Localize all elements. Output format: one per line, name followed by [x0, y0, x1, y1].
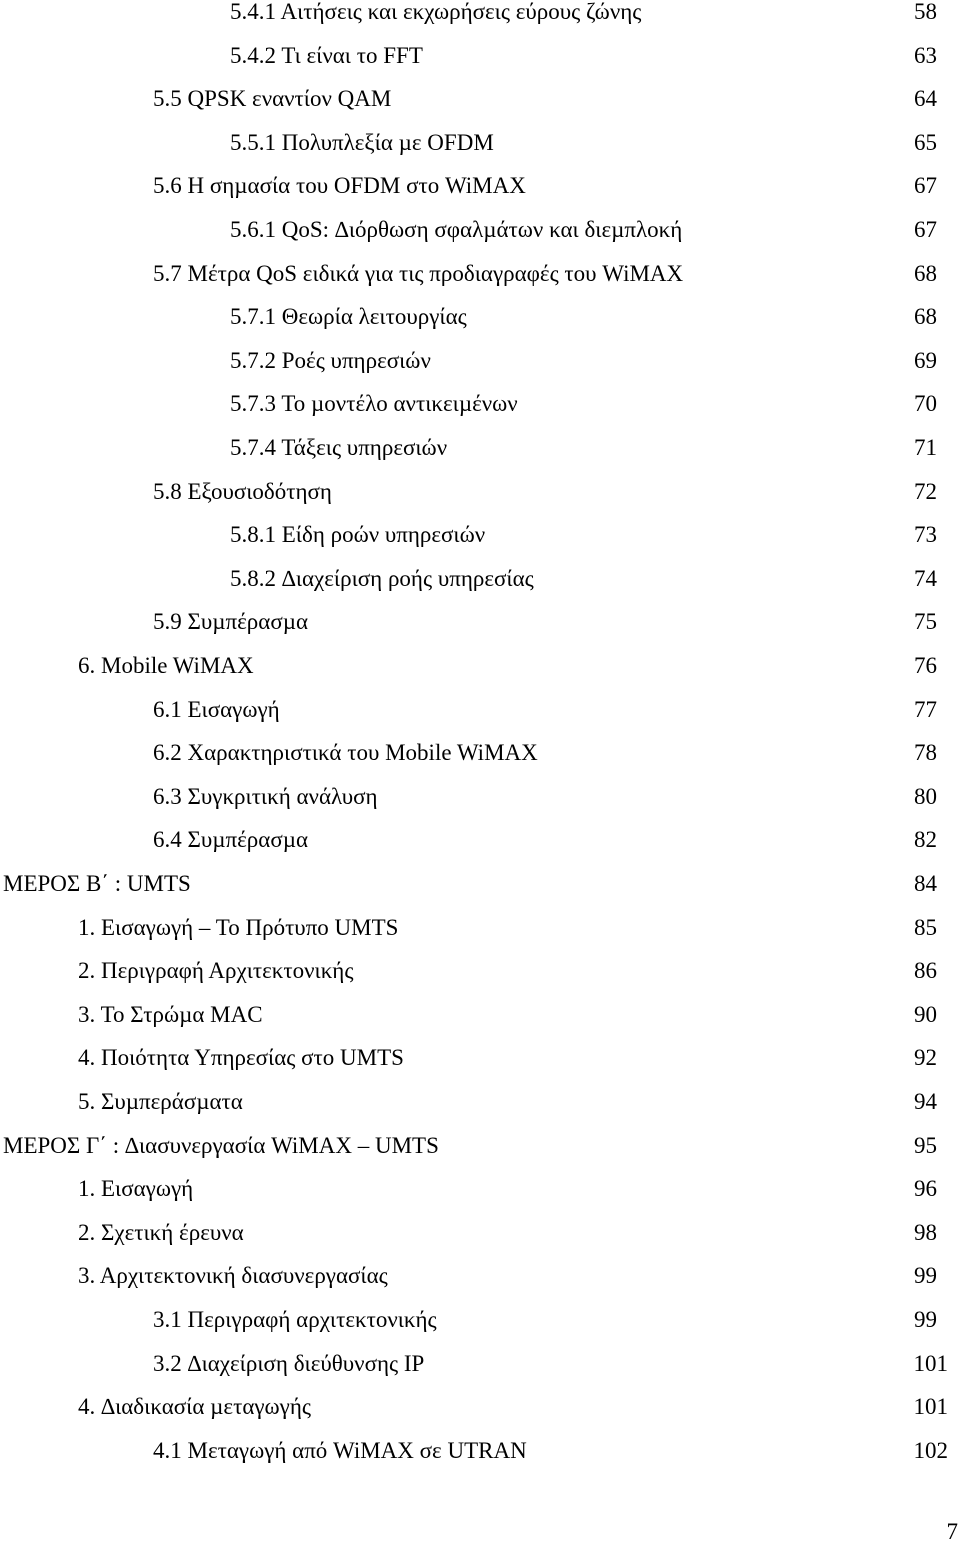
toc-entry	[0, 215, 960, 245]
toc-entry	[0, 1043, 960, 1073]
toc-entry-title: 5.5.1 Πολυπλεξία µε OFDM	[230, 129, 494, 155]
toc-entry-title: 5.8.2 ∆ιαχείριση ροής υπηρεσίας	[230, 565, 534, 591]
toc-entry	[0, 433, 960, 463]
toc-entry	[0, 1087, 960, 1117]
toc-entry	[0, 0, 960, 27]
toc-entry	[0, 1436, 960, 1466]
toc-entry-title: ΜΕΡΟΣ Γ΄ : ∆ιασυνεργασία WiMAX – UMTS	[3, 1132, 439, 1158]
toc-entry	[0, 1131, 960, 1161]
toc-entry	[0, 1305, 960, 1335]
toc-entry-page: 75	[914, 609, 937, 635]
toc-entry-title: 6.1 Εισαγωγή	[153, 696, 280, 722]
toc-entry-title: 5. Συµπεράσµατα	[78, 1089, 243, 1114]
toc-entry-page: 96	[914, 1176, 937, 1202]
toc-entry-page: 95	[914, 1132, 937, 1158]
toc-entry	[0, 302, 960, 332]
toc-entry-title: 6. Mobile WiMAX	[78, 653, 254, 678]
toc-entry-page: 101	[913, 1350, 948, 1376]
toc-entry	[0, 1174, 960, 1204]
toc-entry-page: 78	[914, 740, 937, 766]
toc-entry-page: 73	[914, 522, 937, 548]
toc-entry-title: 3.1 Περιγραφή αρχιτεκτονικής	[153, 1307, 437, 1332]
toc-entry	[0, 651, 960, 681]
toc-entry-page: 72	[914, 478, 937, 504]
toc-entry	[0, 1261, 960, 1291]
toc-entry	[0, 564, 960, 594]
toc-entry-title: 2. Σχετική έρευνα	[78, 1219, 244, 1245]
toc-entry-title: ΜΕΡΟΣ Β΄ : UMTS	[3, 871, 191, 896]
toc-entry-page: 80	[914, 783, 937, 809]
toc-entry-page: 84	[914, 871, 937, 896]
toc-entry-page: 82	[914, 827, 937, 853]
toc-entry-title: 3.2 ∆ιαχείριση διεύθυνσης IP	[153, 1350, 425, 1376]
toc-entry-title: 5.8 Εξουσιοδότηση	[153, 478, 332, 504]
toc-entry	[0, 738, 960, 768]
toc-entry	[0, 1392, 960, 1422]
toc-entry-title: 5.7.1 Θεωρία λειτουργίας	[230, 304, 467, 330]
toc-entry-page: 58	[914, 0, 937, 24]
toc-entry-title: 5.7 Μέτρα QoS ειδικά για τις προδιαγραφές του WiMAX	[153, 260, 684, 286]
toc-entry-page: 101	[913, 1394, 948, 1420]
toc-entry-title: 5.7.3 Το µοντέλο αντικειµένων	[230, 391, 518, 417]
toc-entry-title: 4. ∆ιαδικασία µεταγωγής	[78, 1394, 311, 1420]
toc-entry-title: 2. Περιγραφή Αρχιτεκτονικής	[78, 958, 354, 984]
toc-entry-title: 5.6.1 QoS: ∆ιόρθωση σφαλµάτων και διεµπλοκή	[230, 217, 683, 242]
toc-entry-title: 5.6 Η σηµασία του OFDM στο WiMAX	[153, 173, 526, 199]
toc-entry-page: 67	[914, 173, 937, 199]
toc-entry-page: 64	[914, 86, 937, 112]
toc-entry-title: 4.1 Μεταγωγή από WiMAX σε UTRAN	[153, 1437, 527, 1463]
toc-entry-page: 92	[914, 1045, 937, 1071]
toc-entry-page: 63	[914, 42, 937, 68]
toc-entry	[0, 1000, 960, 1030]
toc-entry-title: 3. Αρχιτεκτονική διασυνεργασίας	[78, 1263, 388, 1289]
toc-entry-page: 90	[914, 1001, 937, 1027]
toc-entry	[0, 1349, 960, 1379]
toc-entry	[0, 477, 960, 507]
toc-entry	[0, 128, 960, 158]
toc-entry	[0, 782, 960, 812]
toc-entry-title: 5.9 Συµπέρασµα	[153, 609, 309, 635]
toc-entry-title: 4. Ποιότητα Υπηρεσίας στο UMTS	[78, 1045, 404, 1071]
toc-entry-title: 5.4.2 Τι είναι το FFT	[230, 42, 423, 68]
toc-entry-title: 1. Εισαγωγή	[78, 1176, 194, 1202]
toc-entry-page: 74	[914, 565, 937, 591]
toc-entry-title: 5.7.4 Τάξεις υπηρεσιών	[230, 435, 448, 460]
toc-entry	[0, 913, 960, 943]
toc-entry-title: 6.4 Συµπέρασµα	[153, 827, 309, 853]
toc-entry-title: 6.2 Χαρακτηριστικά του Mobile WiMAX	[153, 740, 538, 766]
page-number: 7	[946, 1519, 958, 1544]
toc-entry-title: 6.3 Συγκριτική ανάλυση	[153, 783, 378, 809]
toc-entry	[0, 869, 960, 899]
toc-entry-page: 99	[914, 1307, 937, 1332]
toc-entry-page: 77	[914, 696, 937, 722]
toc-entry-page: 102	[913, 1437, 948, 1463]
toc-entry	[0, 171, 960, 201]
toc-entry-page: 76	[914, 653, 937, 678]
toc-entry-title: 5.5 QPSK εναντίον QAM	[153, 86, 392, 112]
toc-entry	[0, 520, 960, 550]
toc-entry	[0, 695, 960, 725]
toc-entry	[0, 607, 960, 637]
toc-entry	[0, 259, 960, 289]
toc-entry-page: 94	[914, 1089, 937, 1114]
toc-entry	[0, 41, 960, 71]
toc-entry-title: 3. Το Στρώµα MAC	[78, 1001, 263, 1027]
toc-entry-page: 98	[914, 1219, 937, 1245]
toc-entry-page: 67	[914, 217, 937, 242]
toc-entry-page: 68	[914, 260, 937, 286]
toc-entry-page: 85	[914, 914, 937, 940]
toc-entry	[0, 84, 960, 114]
toc-entry-title: 5.8.1 Είδη ροών υπηρεσιών	[230, 522, 486, 548]
toc-entry-page: 69	[914, 347, 937, 373]
toc-entry	[0, 1218, 960, 1248]
toc-entry	[0, 346, 960, 376]
toc-entry-title: 5.4.1 Αιτήσεις και εκχωρήσεις εύρους ζώνης	[230, 0, 642, 24]
toc-entry-page: 65	[914, 129, 937, 155]
toc-entry-page: 99	[914, 1263, 937, 1289]
toc-entry-title: 1. Εισαγωγή – Το Πρότυπο UMTS	[78, 914, 399, 940]
toc-entry-page: 70	[914, 391, 937, 417]
toc-entry	[0, 389, 960, 419]
toc-entry-page: 71	[914, 435, 937, 460]
toc-entry	[0, 956, 960, 986]
toc-entry-page: 68	[914, 304, 937, 330]
toc-entry-page: 86	[914, 958, 937, 984]
toc-entry	[0, 825, 960, 855]
toc-entry-title: 5.7.2 Ροές υπηρεσιών	[230, 347, 431, 373]
